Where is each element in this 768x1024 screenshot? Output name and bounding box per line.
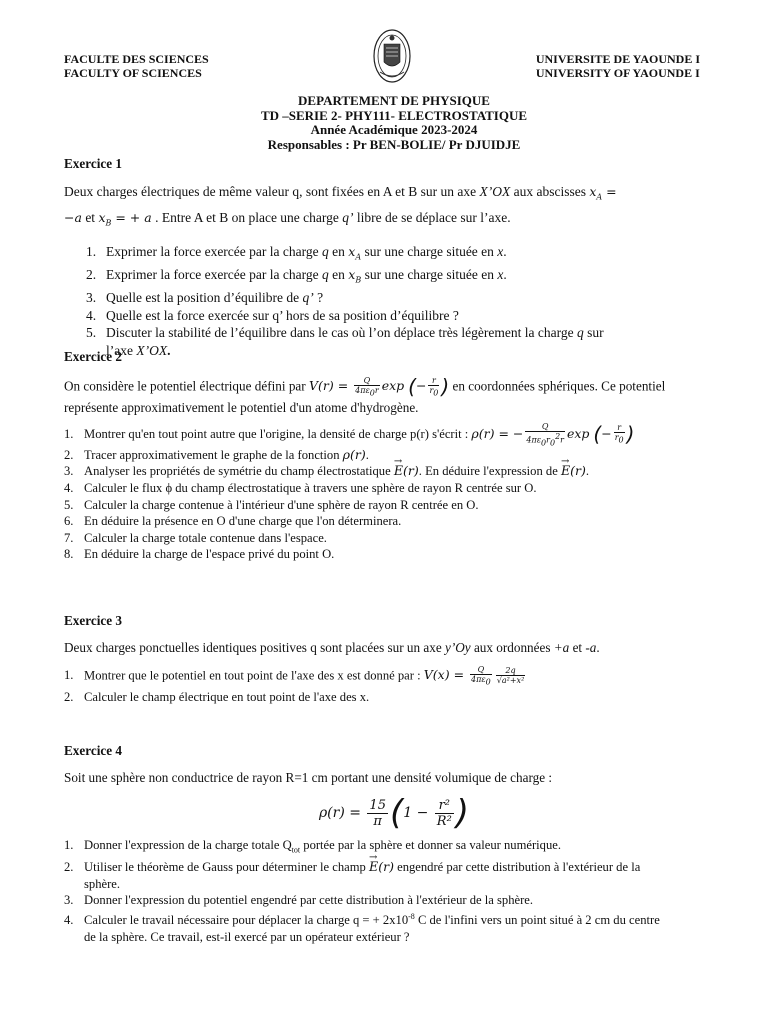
academic-year: Année Académique 2023-2024 <box>310 122 478 137</box>
axis-label: X’OX <box>479 184 511 199</box>
exercise-intro: Soit une sphère non conductrice de rayon R=1 cm portant une densité volumique de charge : <box>64 770 553 785</box>
intro-text: libre de se déplace sur l’axe. <box>353 209 511 225</box>
list-item: 1. Montrer qu'en tout point autre que l'origine, la densité de charge p(r) s'écrit : ρ(r) = − $\frac{Q}{4\pi\varepsilon_0r_0^2r}$ exp (− $\frac{r}{r_0}$ ) <box>64 421 635 447</box>
list-item: 2. Tracer approximativement le graphe de la fonction ρ(r). <box>64 446 369 462</box>
intro-text: Deux charges électriques de même valeur q, sont fixées en A et B sur un axe <box>64 184 480 199</box>
math-field: → E <box>369 859 378 876</box>
list-item: 5. Calculer la charge contenue à l'intérieur d'une sphère de rayon R centrée en O. <box>64 497 479 512</box>
math-density: ρ(r) = − $\frac{Q}{4\pi\varepsilon_0r_0^2r}$ exp (− $\frac{r}{r_0}$ ) <box>471 421 635 447</box>
charge-label: q’ <box>342 209 354 225</box>
university-header <box>536 52 700 80</box>
university-seal-icon <box>372 28 412 84</box>
question-list <box>64 665 724 707</box>
math-rho: ρ(r) <box>342 446 366 462</box>
intro-text: et <box>81 209 99 225</box>
list-item: 6. En déduire la présence en O d'une charge que l'on déterminera. <box>64 514 402 529</box>
department-name: DEPARTEMENT DE PHYSIQUE <box>298 93 490 108</box>
list-item: 2. Exprimer la force exercée par la charge q en $x_B$ sur une charge située en x. <box>86 267 507 285</box>
math-xa: $x_A$ = <box>589 184 617 202</box>
exercise-2 <box>64 348 724 563</box>
responsables: Responsables : Pr BEN-BOLIE/ Pr DJUIDJE <box>267 136 521 152</box>
exercise-3 <box>64 612 724 707</box>
math-field: → E <box>561 463 570 480</box>
math-potential-axis: V(x) = $\frac{Q}{4\pi\varepsilon_0}$ $\frac{2q}{\text{√a²+x²}}$ <box>423 665 525 687</box>
list-item: 4. Calculer le travail nécessaire pour déplacer la charge q = + $2x10^{-8}$ C de l'infini vers un point situé à 2 cm du centre de la sphère. Ce travail, est-il exercé par un opérateur extérieur ? <box>64 911 660 944</box>
math-minus-a: −a <box>64 209 82 225</box>
list-item: 4. Calculer le flux ϕ du champ électrostatique à travers une sphère de rayon R centrée sur O. <box>64 481 537 496</box>
intro-text: . Entre A et B on place une charge <box>151 209 343 225</box>
math-xa: $x_A$ <box>348 244 362 262</box>
question-list <box>64 837 724 945</box>
list-item: 8. En déduire la charge de l'espace privé du point O. <box>64 547 335 562</box>
list-item: 2. Calculer le champ électrique en tout point de l'axe des x. <box>64 689 370 704</box>
math-field: → E <box>394 463 403 480</box>
math-potential: V(r) = $\frac{Q}{4\pi\varepsilon_0r}$ exp (− $\frac{r}{r_0}$ ) <box>308 374 450 399</box>
exercise-title: Exercice 3 <box>64 613 122 628</box>
list-item: 3. Donner l'expression du potentiel engendré par cette distribution à l'extérieur de la sphère. <box>64 893 534 908</box>
math-xb: $x_B$ = + a <box>98 209 152 227</box>
list-item: 4. Quelle est la force exercée sur q’ hors de sa position d’équilibre ? <box>86 307 459 323</box>
math-xb: $x_B$ <box>348 267 362 285</box>
question-list <box>86 243 724 359</box>
list-item: 3. Quelle est la position d’équilibre de q’ ? <box>86 290 324 305</box>
exercise-title: Exercice 1 <box>64 156 122 171</box>
list-item: 3. Analyser les propriétés de symétrie du champ électrostatique → E(r). En déduire l'expression de → E(r). <box>64 463 724 480</box>
list-item: 2. Utiliser le théorème de Gauss pour déterminer le champ → E(r) engendré par cette distribution à l'extérieur de la sphère. <box>64 859 724 892</box>
faculty-fr: FACULTE DES SCIENCES <box>64 52 209 66</box>
faculty-en: FACULTY OF SCIENCES <box>64 66 202 80</box>
document-title <box>0 94 768 152</box>
exercise-intro <box>64 182 724 233</box>
exercise-intro: On considère le potentiel électrique défini par V(r) = $\frac{Q}{4\pi\varepsilon_0r}$ exp (− $\frac{r}{r_0}$ ) en coordonnées sphériques. Ce potentiel représente approximativement le potentiel d'un atome d'hydrogène. <box>64 374 666 415</box>
faculty-header <box>64 52 209 80</box>
list-item: 1. Exprimer la force exercée par la charge q en $x_A$ sur une charge située en x. <box>86 244 507 262</box>
exercise-title: Exercice 4 <box>64 743 122 758</box>
list-item: 5. Discuter la stabilité de l’équilibre dans le cas où l’on déplace très légèrement la charge q sur l’axe X’OX. <box>86 325 604 358</box>
list-item: 1. Donner l'expression de la charge totale $Q_{tot}$ portée par la sphère et donner sa valeur numérique. <box>64 838 561 855</box>
exercise-intro: Deux charges ponctuelles identiques positives q sont placées sur un axe y’Oy aux ordonnées +a et -a. <box>64 640 600 655</box>
intro-text: aux abscisses <box>510 184 590 199</box>
university-en: UNIVERSITY OF YAOUNDE I <box>535 66 700 80</box>
exercise-4 <box>64 742 724 945</box>
density-formula: ρ(r) = $\frac{15}{\pi}$ (1 − $\frac{\text{r²}}{\text{R²}}$ ) <box>318 793 470 833</box>
list-item: 7. Calculer la charge totale contenue dans l'espace. <box>64 530 327 545</box>
exercise-title: Exercice 2 <box>64 349 122 364</box>
series-title: TD –SERIE 2- PHY111- ELECTROSTATIQUE <box>260 107 528 123</box>
exercise-1 <box>64 155 724 359</box>
question-list <box>64 422 724 563</box>
university-fr: UNIVERSITE DE YAOUNDE I <box>535 52 700 66</box>
list-item: 1. Montrer que le potentiel en tout point de l'axe des x est donné par : V(x) = $\frac{Q}{4\pi\varepsilon_0}$ $\frac{2q}{\text{√a²+x²}}$ <box>64 665 724 687</box>
